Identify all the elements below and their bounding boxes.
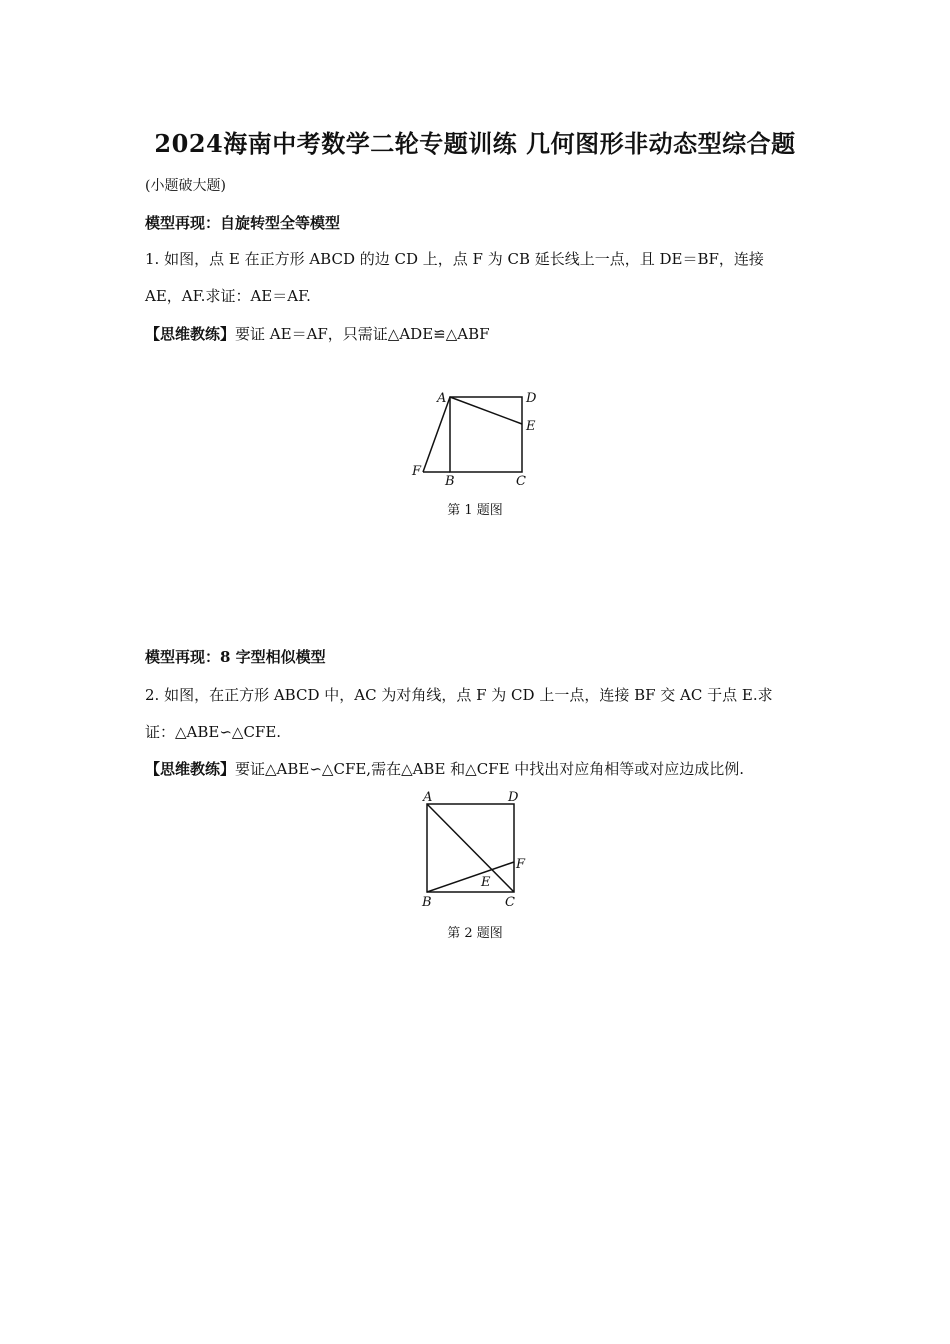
model-heading-1: 模型再现：自旋转型全等模型: [145, 214, 341, 232]
problem-1-line-2: AE，AF.求证：AE＝AF.: [145, 287, 311, 305]
label-a-1: A: [437, 391, 447, 406]
label-f-1: F: [412, 464, 422, 479]
segment-af: [423, 397, 450, 472]
label-b-1: B: [445, 474, 455, 489]
label-d-2: D: [508, 790, 519, 805]
hint-2-text: 要证△ABE∽△CFE,需在△ABE 和△CFE 中找出对应角相等或对应边成比例.: [235, 760, 745, 778]
problem-2-line-1: 2. 如图，在正方形 ABCD 中，AC 为对角线，点 F 为 CD 上一点，连接 BF 交 AC 于点 E.求: [145, 686, 773, 704]
hint-1-text: 要证 AE＝AF，只需证△ADE≌△ABF: [235, 325, 490, 343]
figure-2-caption: 第 2 题图: [447, 926, 503, 941]
segment-ae: [450, 397, 522, 424]
model-heading-2: 模型再现：8 字型相似模型: [145, 648, 326, 666]
label-e-2: E: [481, 875, 491, 890]
page-title: 2024海南中考数学二轮专题训练 几何图形非动态型综合题: [154, 129, 796, 158]
square-abcd-1: [450, 397, 522, 472]
hint-1-label: 【思维教练】: [145, 325, 236, 343]
label-f-2: F: [516, 857, 526, 872]
problem-1-line-1: 1. 如图，点 E 在正方形 ABCD 的边 CD 上，点 F 为 CB 延长线上一点，且 DE＝BF，连接: [145, 250, 764, 268]
hint-2-label: 【思维教练】: [145, 760, 236, 778]
hint-1: [145, 324, 810, 344]
figure-1-caption: 第 1 题图: [447, 503, 503, 518]
hint-2: [145, 759, 810, 779]
subtitle: (小题破大题): [145, 178, 226, 194]
label-a-2: A: [423, 790, 433, 805]
label-d-1: D: [526, 391, 537, 406]
diagonal-ac: [427, 804, 514, 892]
segment-bf: [427, 862, 514, 892]
figure-1: [400, 385, 550, 490]
label-e-1: E: [526, 419, 536, 434]
label-c-2: C: [505, 895, 515, 910]
problem-2-line-2: 证：△ABE∽△CFE.: [145, 723, 282, 741]
label-b-2: B: [422, 895, 432, 910]
label-c-1: C: [516, 474, 526, 489]
figure-2: [410, 788, 535, 913]
